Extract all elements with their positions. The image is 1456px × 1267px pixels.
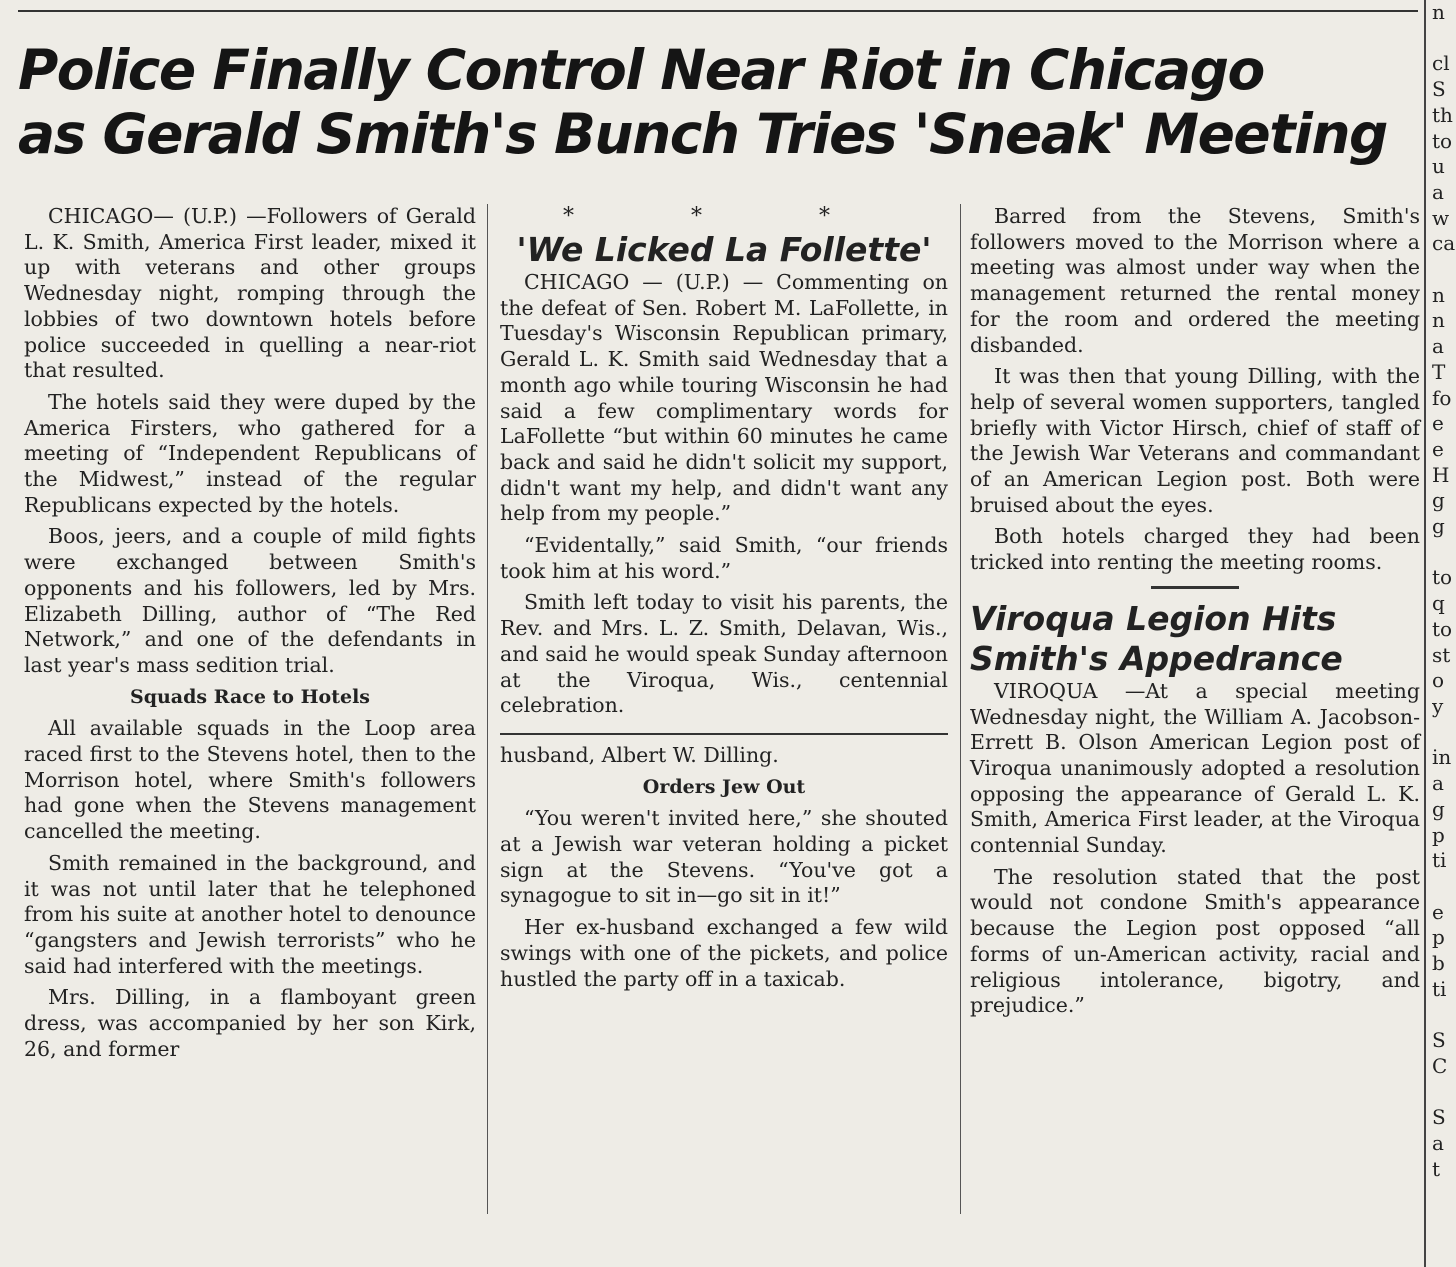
subhead: Squads Race to Hotels <box>129 685 370 708</box>
paragraph: It was then that young Dilling, with the help of several women supporters, tangled briefly with Victor Hirsch, chief of staff of the Jewish War Veterans and commandant of an American Legion post. Both were bruised about the eyes. <box>970 364 1420 517</box>
fragment-line: e <box>1432 411 1444 436</box>
fragment-line: H <box>1432 462 1450 487</box>
story-separator <box>1151 586 1239 589</box>
paragraph: CHICAGO— (U.P.) —Followers of Gerald L. K. Smith, America First leader, mixed it up with veterans and other groups Wednesday night, romping through the lobbies of two downtown hotels before police succeeded in quelling a near-riot that resulted. <box>24 204 476 383</box>
fragment-line: ca <box>1432 231 1456 256</box>
fragment-line: S <box>1432 77 1446 102</box>
paragraph-continued: husband, Albert W. Dilling. <box>500 742 779 767</box>
subhead: Orders Jew Out <box>642 775 806 798</box>
fragment-line: C <box>1432 1053 1448 1078</box>
fragment-line: to <box>1432 565 1453 590</box>
fragment-line: e <box>1432 899 1444 924</box>
story2-title-line-1: Viroqua Legion Hits <box>970 598 1337 638</box>
paragraph: VIROQUA —At a special meeting Wednesday night, the William A. Jacobson-Errett B. Olson American Legion post of Viroqua unanimously adopted a resolution opposing the appearance of Gerald L. K. Smith, America First leader, at the Viroqua contennial Sunday. <box>970 678 1420 858</box>
paragraph: Her ex-husband exchanged a few wild swings with one of the pickets, and police hustled the party off in a taxicab. <box>500 915 948 991</box>
fragment-line: p <box>1432 822 1445 847</box>
fragment-line: in <box>1432 745 1452 770</box>
fragment-line: S <box>1432 1028 1446 1053</box>
fragment-line: u <box>1432 154 1445 179</box>
fragment-line: e <box>1432 436 1444 461</box>
fragment-line <box>1432 1080 1456 1106</box>
fragment-line: a <box>1432 334 1444 359</box>
paragraph: “You weren't invited here,” she shouted at a Jewish war veteran holding a picket sign at the Stevens. “You've got a synagogue to sit in—go sit in it!” <box>500 806 948 908</box>
fragment-line: o <box>1432 668 1445 693</box>
fragment-line: a <box>1432 1130 1444 1155</box>
adjacent-column-fragment <box>1432 0 1456 1267</box>
fragment-line: n <box>1432 282 1445 307</box>
fragment-line <box>1432 1002 1456 1028</box>
paragraph: All available squads in the Loop area raced first to the Stevens hotel, then to the Morrison hotel, where Smith's followers had gone when the Stevens management cancelled the meeting. <box>24 716 476 844</box>
story2-title-line-2: Smith's Appedrance <box>970 638 1343 678</box>
paragraph: “Evidentally,” said Smith, “our friends took him at his word.” <box>500 533 948 583</box>
headline <box>18 38 1418 166</box>
fragment-line: ti <box>1432 976 1447 1001</box>
fragment-line: n <box>1432 0 1445 24</box>
section-stars: * * * <box>563 204 885 229</box>
fragment-line: g <box>1432 488 1445 513</box>
fragment-line <box>1432 874 1456 900</box>
fragment-line: p <box>1432 925 1445 950</box>
fragment-line: y <box>1432 693 1444 718</box>
paragraph: Smith left today to visit his parents, the Rev. and Mrs. L. Z. Smith, Delavan, Wis., and said he would speak Sunday afternoon at the Viroqua, Wis., centennial celebration. <box>500 590 948 718</box>
fragment-line: g <box>1432 514 1445 539</box>
fragment-line <box>1432 540 1456 566</box>
column-3 <box>970 204 1420 1019</box>
fragment-line: T <box>1432 359 1446 384</box>
headline-line-1: Police Finally Control Near Riot in Chicago <box>18 38 1264 102</box>
column-rule <box>960 204 961 1214</box>
fragment-line <box>1432 720 1456 746</box>
fragment-line: fo <box>1432 385 1452 410</box>
paragraph: Barred from the Stevens, Smith's followers moved to the Morrison where a meeting was almost under way when the management returned the rental money for the room and ordered the meeting disbanded. <box>970 204 1420 357</box>
fragment-line: st <box>1432 642 1451 667</box>
fragment-line: g <box>1432 796 1445 821</box>
fragment-line: to <box>1432 128 1453 153</box>
column-rule <box>487 204 488 1214</box>
fragment-line: q <box>1432 591 1445 616</box>
fragment-line: a <box>1432 179 1444 204</box>
fragment-line: n <box>1432 308 1445 333</box>
paragraph: The resolution stated that the post would not condone Smith's appearance because the Legion post opposed “all forms of un-American activity, racial and religious intolerance, bigotry, and prejudice.” <box>970 864 1420 1018</box>
fragment-line: th <box>1432 102 1453 127</box>
paragraph: Both hotels charged they had been tricked into renting the meeting rooms. <box>970 524 1420 575</box>
fragment-line: w <box>1432 205 1450 230</box>
sidebar-bottom-rule <box>500 733 948 735</box>
fragment-line: to <box>1432 616 1453 641</box>
column-2 <box>500 204 948 992</box>
column-rule-right <box>1424 0 1426 1267</box>
fragment-line <box>1432 257 1456 283</box>
column-1 <box>24 204 476 1063</box>
fragment-line <box>1432 26 1456 52</box>
fragment-line: S <box>1432 1105 1446 1130</box>
headline-line-2: as Gerald Smith's Bunch Tries 'Sneak' Meeting <box>18 102 1387 166</box>
top-rule <box>18 10 1418 12</box>
paragraph: Boos, jeers, and a couple of mild fights were exchanged between Smith's opponents and his followers, led by Mrs. Elizabeth Dilling, author of “The Red Network,” and one of the defendants in last year's mass sedition trial. <box>24 524 476 677</box>
paragraph: Mrs. Dilling, in a flamboyant green dress, was accompanied by her son Kirk, 26, and former <box>24 985 476 1061</box>
fragment-line: b <box>1432 951 1445 976</box>
fragment-line: t <box>1432 1156 1441 1181</box>
fragment-line: ti <box>1432 848 1447 873</box>
fragment-line: cl <box>1432 51 1450 76</box>
paragraph: Smith remained in the background, and it was not until later that he telephoned from his suite at another hotel to denounce “gangsters and Jewish terrorists” who he said had interfered with the meetings. <box>24 850 476 978</box>
paragraph: CHICAGO — (U.P.) — Commenting on the defeat of Sen. Robert M. LaFollette, in Tuesday's Wisconsin Republican primary, Gerald L. K. Smith said Wednesday that a month ago while touring Wisconsin he had said a few complimentary words for LaFollette “but within 60 minutes he came back and said he didn't solicit my support, didn't want my help, and didn't want any help from my people.” <box>500 270 948 526</box>
fragment-line: a <box>1432 771 1444 796</box>
paragraph: The hotels said they were duped by the America Firsters, who gathered for a meeting of “Independent Republicans of the Midwest,” instead of the regular Republicans expected by the hotels. <box>24 389 476 517</box>
sidebar-title: 'We Licked La Follette' <box>516 230 932 269</box>
